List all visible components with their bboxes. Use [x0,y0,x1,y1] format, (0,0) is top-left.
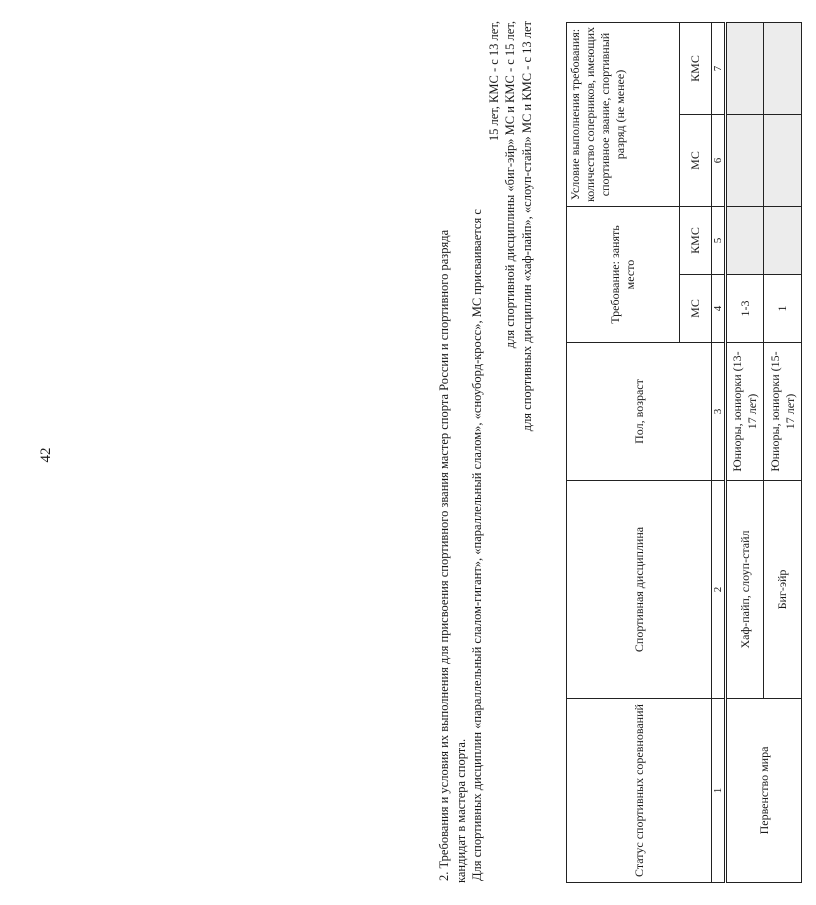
kms-count-cell [726,22,764,114]
discipline-cell: Биг-эйр [764,481,802,699]
header-kms-place: КМС [679,207,711,275]
page-number: 42 [38,447,54,463]
column-number: 4 [712,275,726,343]
header-gender-age: Пол, возраст [567,343,712,481]
header-row [567,22,680,882]
header-requirement: Требование: занять место [567,207,680,343]
requirements-table [566,22,802,883]
header-status: Статус спортивных соревнований [567,699,712,883]
status-cell: Первенство мира [726,699,802,883]
ms-count-cell [726,115,764,207]
kms-place-cell [726,207,764,275]
discipline-cell: Хаф-пайп, слоуп-стайл [726,481,764,699]
column-number: 1 [712,699,726,883]
column-number: 5 [712,207,726,275]
header-discipline: Спортивная дисциплина [567,481,712,699]
ms-place-cell: 1-3 [726,275,764,343]
column-number: 2 [712,481,726,699]
column-number: 6 [712,115,726,207]
table-row [726,22,764,882]
heading-line-6: для спортивных дисциплин «хаф-пайп», «слоуп-стайл» МС и КМС - с 13 лет [519,21,534,432]
header-ms-count: МС [679,115,711,207]
header-condition: Условие выполнения требования: количество соперников, имеющих спортивное звание, спортивный разряд (не менее) [567,22,680,206]
heading-line-1: 2. Требования и условия их выполнения для присвоения спортивного звания мастер спорта России и спортивного разряда [437,229,451,881]
column-number: 7 [712,22,726,114]
column-number: 3 [712,343,726,481]
heading-line-2: кандидат в мастера спорта. [453,738,468,883]
gender-age-cell: Юниоры, юниорки (13-17 лет) [726,343,764,481]
section-heading [436,21,535,883]
kms-place-cell [764,207,802,275]
gender-age-cell: Юниоры, юниорки (15-17 лет) [764,343,802,481]
column-numbers-row [712,22,726,882]
header-ms-place: МС [679,275,711,343]
ms-place-cell: 1 [764,275,802,343]
rotated-page-content [436,21,816,883]
ms-count-cell [764,115,802,207]
heading-line-4: 15 лет, КМС - с 13 лет, [486,21,501,142]
heading-line-5: для спортивной дисциплины «биг-эйр» МС и КМС - с 15 лет, [503,21,517,349]
header-kms-count: КМС [679,22,711,114]
kms-count-cell [764,22,802,114]
heading-line-3: Для спортивных дисциплин «параллельный слалом-гигант», «параллельный слалом», «сноуборд-кросс», МС присваивается с [470,209,484,881]
